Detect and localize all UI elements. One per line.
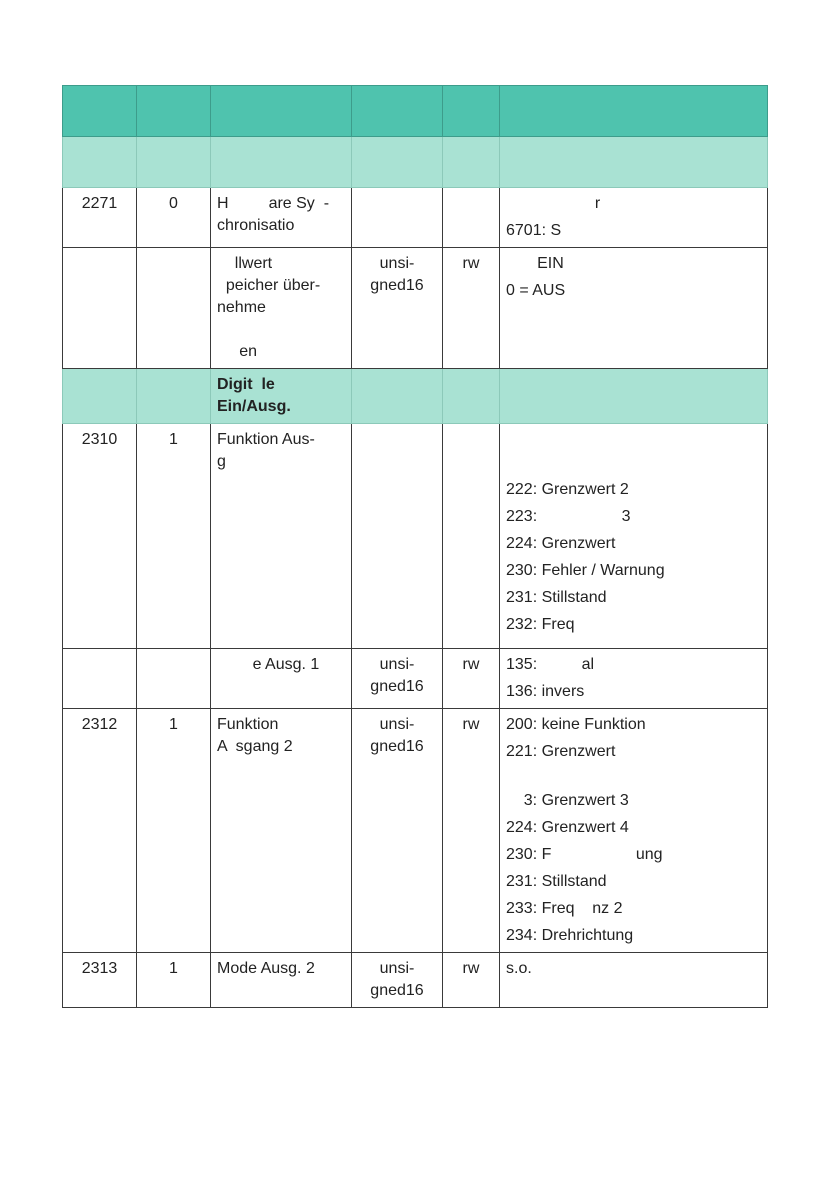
access-cell: rw — [443, 248, 500, 369]
access-cell: rw — [443, 649, 500, 709]
access-cell — [443, 188, 500, 248]
index-cell: 2312 — [63, 709, 137, 953]
name-cell — [211, 424, 352, 649]
subheader-cell — [137, 137, 211, 188]
subindex-cell: 0 — [137, 188, 211, 248]
description-cell — [500, 424, 768, 649]
type-line: gned16 — [370, 738, 424, 755]
subheader-cell — [500, 137, 768, 188]
description-line: 136: invers — [506, 683, 585, 700]
index-cell — [63, 649, 137, 709]
header-cell — [500, 86, 768, 137]
type-cell — [352, 188, 443, 248]
description-line: s.o. — [506, 960, 532, 977]
header-cell — [137, 86, 211, 137]
parameter-table — [62, 85, 768, 1008]
header-cell — [443, 86, 500, 137]
type-cell — [352, 649, 443, 709]
description-cell — [500, 709, 768, 953]
spacer — [506, 768, 761, 790]
name-line: peicher über- — [217, 277, 321, 294]
access-cell — [443, 424, 500, 649]
type-cell — [352, 369, 443, 424]
subindex-cell — [137, 649, 211, 709]
description-line: 230: Fehler / Warnung — [506, 562, 665, 579]
table-row — [63, 953, 768, 1008]
name-line: en — [217, 343, 258, 360]
description-line: 223: 3 — [506, 508, 631, 525]
description-line: r — [506, 195, 601, 212]
table-row — [63, 188, 768, 248]
table-row — [63, 424, 768, 649]
table-row — [63, 649, 768, 709]
section-title-cell — [211, 369, 352, 424]
subheader-cell — [443, 137, 500, 188]
subheader-cell — [63, 137, 137, 188]
description-line: 135: al — [506, 656, 595, 673]
name-line: g — [217, 453, 226, 470]
subindex-cell — [137, 369, 211, 424]
description-cell — [500, 248, 768, 369]
description-cell — [500, 369, 768, 424]
subindex-cell: 1 — [137, 709, 211, 953]
type-line: gned16 — [370, 678, 424, 695]
section-title-line: Ein/Ausg. — [217, 398, 291, 415]
subheader-cell — [211, 137, 352, 188]
table-row — [63, 709, 768, 953]
access-cell — [443, 369, 500, 424]
description-line: 233: Freq nz 2 — [506, 900, 623, 917]
type-line: unsi- — [379, 255, 415, 272]
name-cell — [211, 188, 352, 248]
name-line: nehme — [217, 299, 266, 316]
subheader-cell — [352, 137, 443, 188]
index-cell: 2271 — [63, 188, 137, 248]
subindex-cell: 1 — [137, 424, 211, 649]
description-line: 224: Grenzwert 4 — [506, 819, 629, 836]
description-line: 3: Grenzwert 3 — [506, 792, 629, 809]
name-line: e Ausg. 1 — [217, 656, 320, 673]
spacer — [217, 319, 345, 341]
name-line: Funktion Aus- — [217, 431, 315, 448]
description-line: 231: Stillstand — [506, 589, 607, 606]
section-row — [63, 369, 768, 424]
table-row — [63, 248, 768, 369]
description-line: 231: Stillstand — [506, 873, 607, 890]
description-cell — [500, 649, 768, 709]
type-line: gned16 — [370, 982, 424, 999]
name-line: llwert — [217, 255, 273, 272]
table-subheader-row — [63, 137, 768, 188]
index-cell — [63, 369, 137, 424]
table-header-row — [63, 86, 768, 137]
type-line: unsi- — [379, 656, 415, 673]
name-cell — [211, 649, 352, 709]
type-line: unsi- — [379, 716, 415, 733]
description-line: 230: F ung — [506, 846, 663, 863]
subindex-cell — [137, 248, 211, 369]
description-line: 232: Freq — [506, 616, 575, 633]
index-cell: 2313 — [63, 953, 137, 1008]
description-line: 222: Grenzwert 2 — [506, 481, 629, 498]
description-line: 6701: S — [506, 222, 562, 239]
subindex-cell: 1 — [137, 953, 211, 1008]
index-cell — [63, 248, 137, 369]
name-line: Funktion — [217, 716, 279, 733]
description-line: 224: Grenzwert — [506, 535, 616, 552]
access-cell: rw — [443, 709, 500, 953]
name-cell — [211, 709, 352, 953]
access-cell: rw — [443, 953, 500, 1008]
name-line: H are Sy - — [217, 195, 330, 212]
type-cell — [352, 424, 443, 649]
name-cell — [211, 248, 352, 369]
description-line: 0 = AUS — [506, 282, 566, 299]
name-line: chronisatio — [217, 217, 295, 234]
type-cell — [352, 709, 443, 953]
name-line: Mode Ausg. 2 — [217, 960, 315, 977]
description-line: 200: keine Funktion — [506, 716, 646, 733]
header-cell — [352, 86, 443, 137]
type-line: gned16 — [370, 277, 424, 294]
header-cell — [63, 86, 137, 137]
name-cell — [211, 953, 352, 1008]
header-cell — [211, 86, 352, 137]
type-line: unsi- — [379, 960, 415, 977]
type-cell — [352, 953, 443, 1008]
index-cell: 2310 — [63, 424, 137, 649]
description-line: 234: Drehrichtung — [506, 927, 634, 944]
description-cell — [500, 188, 768, 248]
section-title-line: Digit le — [217, 376, 275, 393]
description-line: 221: Grenzwert — [506, 743, 616, 760]
description-cell — [500, 953, 768, 1008]
type-cell — [352, 248, 443, 369]
description-line: EIN — [506, 255, 564, 272]
name-line: A sgang 2 — [217, 738, 293, 755]
